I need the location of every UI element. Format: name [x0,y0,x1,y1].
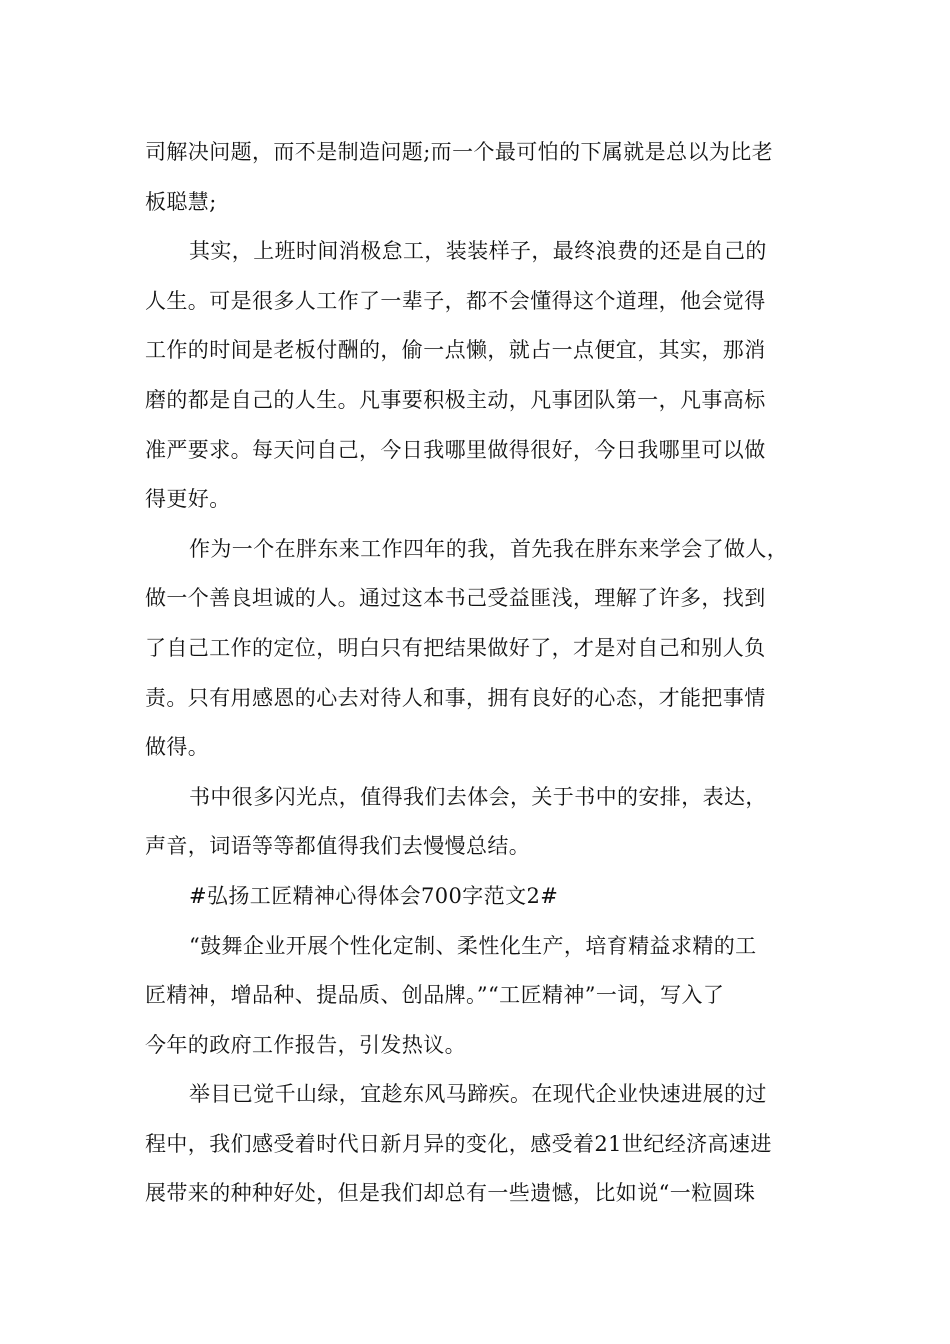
text-line: 责。只有用感恩的心去对待人和事，拥有良好的心态，才能把事情 [145,685,766,710]
text-line: 得更好。 [145,487,231,512]
text-line: 人生。可是很多人工作了一辈子，都不会懂得这个道理，他会觉得 [145,288,766,313]
paragraph [145,128,807,227]
document-body [145,128,807,1219]
text-line: 了自己工作的定位，明白只有把结果做好了，才是对自己和别人负 [145,635,766,660]
paragraph [145,525,807,773]
text-line: 作为一个在胖东来工作四年的我，首先我在胖东来学会了做人， [189,536,789,561]
text-line: “鼓舞企业开展个性化定制、柔性化生产，培育精益求精的工 [189,933,757,958]
text-line: 工作的时间是老板付酬的，偷一点懒，就占一点便宜，其实，那消 [145,338,766,363]
text-line: 准严要求。每天问自己，今日我哪里做得很好，今日我哪里可以做 [145,437,766,462]
text-line: 举目已觉千山绿，宜趁东风马蹄疾。在现代企业快速进展的过 [189,1082,767,1107]
text-line: 板聪慧; [145,189,217,214]
text-line: 程中，我们感受着时代日新月异的变化，感受着21世纪经济高速进 [145,1131,772,1156]
text-line: 其实，上班时间消极怠工，装装样子，最终浪费的还是自己的 [189,239,767,264]
text-line: 声音，词语等等都值得我们去慢慢总结。 [145,834,531,859]
section-heading [145,872,807,922]
paragraph [145,227,807,525]
paragraph [145,922,807,1071]
paragraph [145,1070,807,1219]
text-line: 做一个善良坦诚的人。通过这本书己受益匪浅，理解了许多，找到 [145,586,766,611]
text-line: 匠精神，增品种、提品质、创品牌。”“工匠精神”一词，写入了 [145,983,725,1008]
text-line: 司解决问题，而不是制造问题;而一个最可怕的下属就是总以为比老 [145,140,774,164]
text-line: 展带来的种种好处，但是我们却总有一些遗憾，比如说“一粒圆珠 [145,1181,756,1206]
paragraph [145,773,807,872]
text-line: 今年的政府工作报告，引发热议。 [145,1032,466,1057]
text-line: 做得。 [145,735,210,760]
text-line: 书中很多闪光点，值得我们去体会，关于书中的安排，表达， [189,784,767,809]
heading-text: #弘扬工匠精神心得体会700字范文2# [189,883,559,908]
text-line: 磨的都是自己的人生。凡事要积极主动，凡事团队第一，凡事高标 [145,387,766,412]
